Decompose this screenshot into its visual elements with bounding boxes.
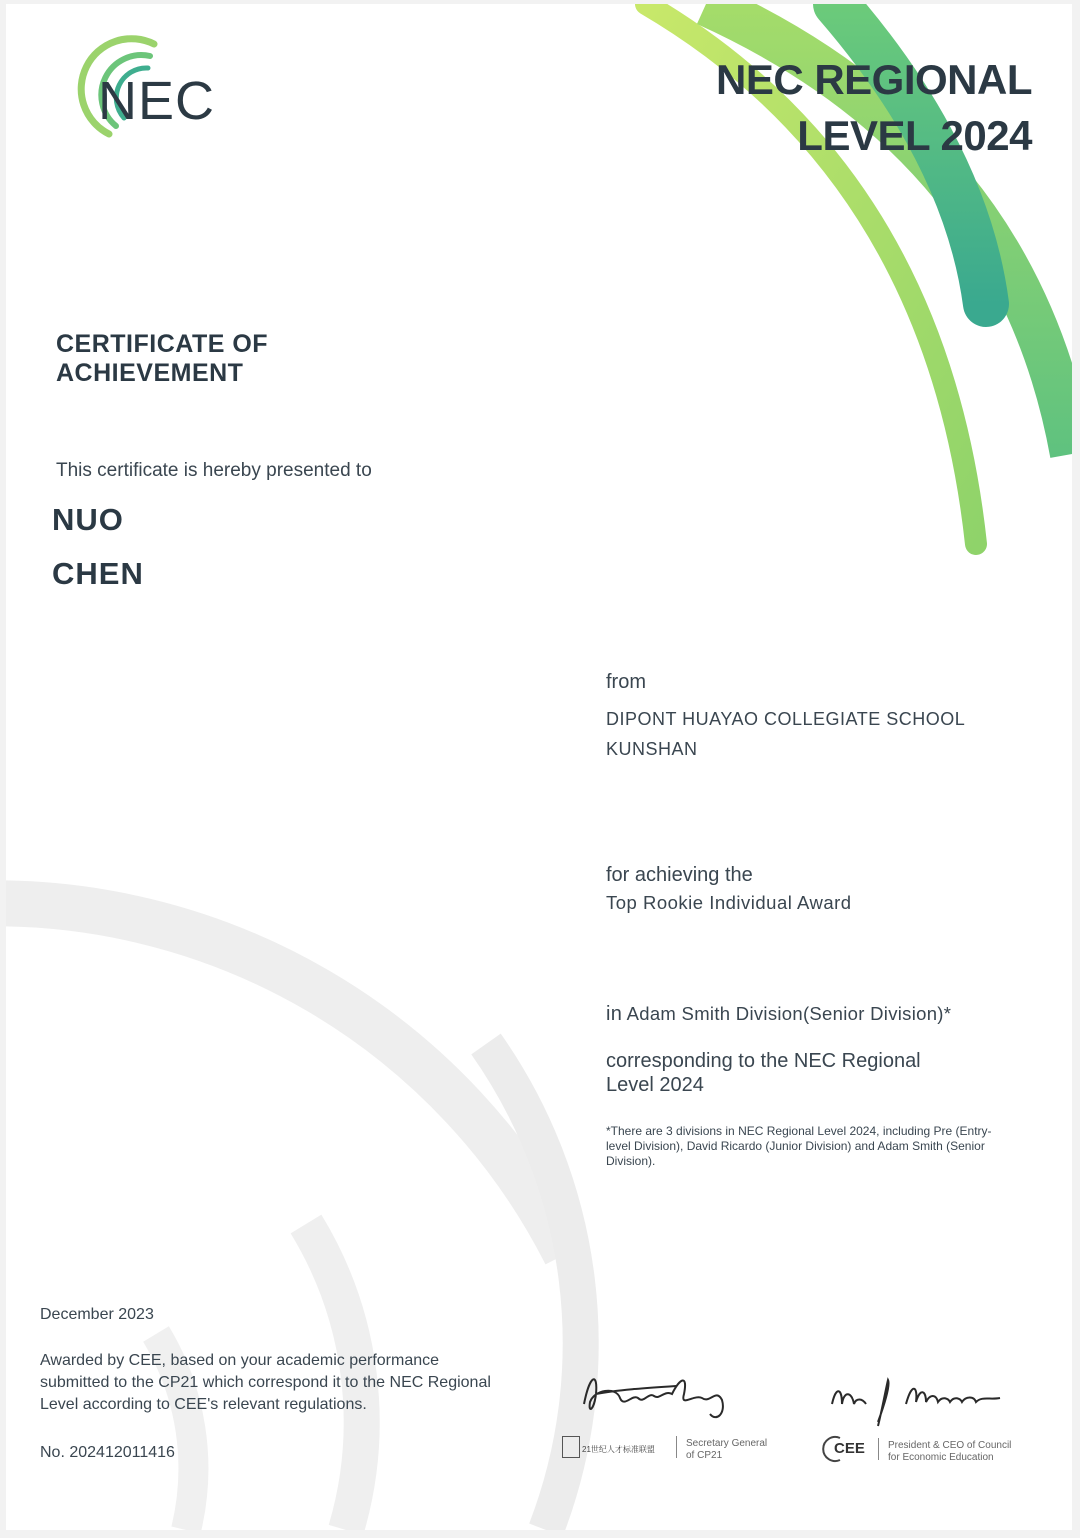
cp21-emblem-icon xyxy=(562,1436,580,1458)
signature-left-caption-line1: Secretary General xyxy=(686,1438,768,1449)
school-name xyxy=(606,704,965,764)
event-title-line1: NEC REGIONAL xyxy=(715,56,1032,103)
certificate-title-line1: CERTIFICATE OF xyxy=(56,330,269,358)
from-label: from xyxy=(606,671,646,693)
certificate-title-line2: ACHIEVEMENT xyxy=(56,359,244,387)
signature-right-caption-line2: for Economic Education xyxy=(888,1452,994,1463)
handwritten-signature-howard-chang xyxy=(576,1364,756,1424)
signature-left-caption xyxy=(686,1438,767,1462)
award-date: December 2023 xyxy=(40,1306,154,1323)
school-name-line1: DIPONT HUAYAO COLLEGIATE SCHOOL xyxy=(606,709,966,729)
signature-left-caption-line2: of CP21 xyxy=(686,1450,723,1461)
nec-logo xyxy=(54,34,254,154)
signature-block-left xyxy=(556,1364,786,1474)
signature-block-right xyxy=(816,1370,1046,1470)
division-line xyxy=(606,1003,951,1026)
signature-right-caption xyxy=(888,1440,1011,1464)
division-name: Adam Smith Division(Senior Division)* xyxy=(626,1003,952,1024)
school-name-line2: KUNSHAN xyxy=(606,739,698,759)
cee-org-name: CEE xyxy=(834,1440,865,1457)
achieving-label: for achieving the xyxy=(606,864,753,886)
corresponding-line1: corresponding to the NEC Regional xyxy=(606,1050,921,1072)
division-footnote: *There are 3 divisions in NEC Regional Level 2024, including Pre (Entry-level Division), David Ricardo (Junior Division) and Adam Smith (Senior Division). xyxy=(606,1124,992,1168)
logo-text: NEC xyxy=(98,71,216,131)
event-title-line2: LEVEL 2024 xyxy=(797,112,1032,159)
award-name: Top Rookie Individual Award xyxy=(606,892,852,913)
certificate-page xyxy=(6,4,1072,1530)
decorative-arcs xyxy=(6,4,1072,1530)
cp21-org-name: 21世纪人才标准联盟 xyxy=(582,1445,655,1454)
signature-right-caption-line1: President & CEO of Council xyxy=(888,1440,1012,1451)
corresponding-text xyxy=(606,1049,1006,1097)
handwritten-signature-nan-morrison xyxy=(826,1370,1026,1430)
recipient-first-name: NUO xyxy=(52,502,124,537)
in-word: in xyxy=(606,1003,623,1025)
awarded-text: Awarded by CEE, based on your academic performance submitted to the CP21 which correspond it to the NEC Regional Level according to CEE's relevant regulations. xyxy=(40,1352,491,1413)
certificate-title xyxy=(56,330,268,388)
corresponding-line2: Level 2024 xyxy=(606,1074,704,1096)
presented-to-text: This certificate is hereby presented to xyxy=(56,460,372,481)
recipient-last-name: CHEN xyxy=(52,556,144,591)
event-title xyxy=(716,52,1032,164)
certificate-number: No. 202412011416 xyxy=(40,1444,175,1461)
